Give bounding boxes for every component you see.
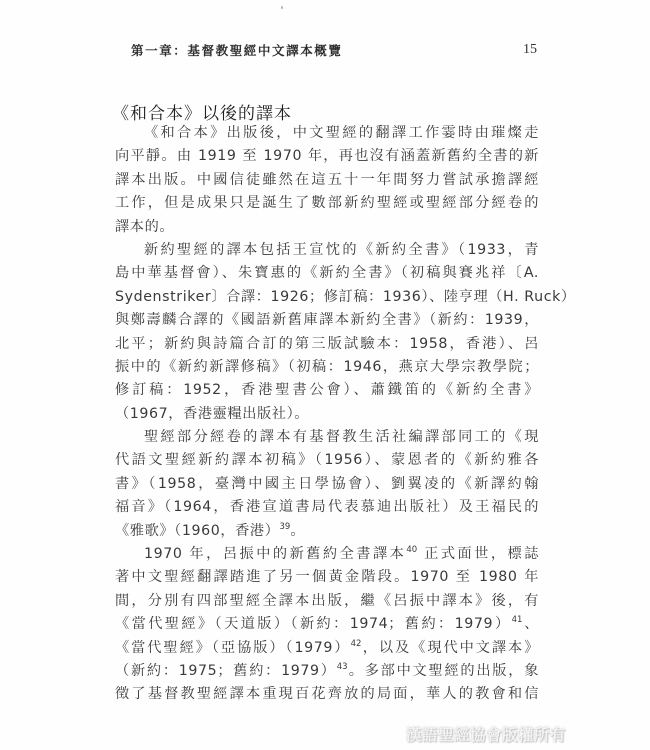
line-text: 間，分別有四部聖經全譯本出版，繼《呂振中譯本》後，有 xyxy=(115,592,539,609)
line-text-continued: 正式面世，標誌 xyxy=(417,546,539,563)
text-line xyxy=(115,309,539,332)
line-text: 島中華基督會）、朱寶惠的《新約全書》（初稿與賽兆祥〔A. xyxy=(115,265,539,282)
line-text: 北平；新約與詩篇合訂的第三版試驗本：1958，香港）、呂 xyxy=(115,335,539,352)
line-text-continued: 。 xyxy=(290,522,306,539)
footnote-marker: 43 xyxy=(336,661,348,672)
text-line xyxy=(115,520,539,543)
line-text: 福音》（1964，香港宣道書局代表慕迪出版社）及王福民的 xyxy=(115,499,539,516)
text-line xyxy=(115,333,539,356)
section-heading: 《和合本》以後的譯本 xyxy=(112,104,292,124)
line-text: 《和合本》出版後，中文聖經的翻譯工作霎時由璀燦走 xyxy=(144,125,539,141)
text-line xyxy=(115,590,539,613)
line-text-continued: 、 xyxy=(522,616,539,633)
line-text: （1967，香港靈糧出版社）。 xyxy=(115,405,310,422)
line-text: 新約聖經的譯本包括王宣忱的《新約全書》（1933，青 xyxy=(144,241,539,258)
text-line xyxy=(115,660,539,683)
text-line xyxy=(115,543,539,566)
text-line xyxy=(115,169,539,192)
line-text: 《當代聖經》（天道版）（新約：1974；舊約：1979） xyxy=(115,616,512,633)
line-text: 振中的《新約新譯修稿》（初稿：1946，燕京大學宗教學院； xyxy=(115,358,539,375)
running-head xyxy=(131,40,537,60)
page-number: 15 xyxy=(523,42,537,57)
scan-speck xyxy=(281,6,283,9)
chapter-title: 第一章：基督教聖經中文譯本概覽 xyxy=(131,43,343,58)
text-line xyxy=(115,122,539,145)
line-text: 向平靜。由 1919 至 1970 年，再也沒有涵蓋新舊約全書的新 xyxy=(115,148,539,165)
line-text: 著中文聖經翻譯踏進了另一個黃金階段。1970 至 1980 年 xyxy=(115,569,539,586)
line-text: 與鄭壽麟合譯的《國語新舊庫譯本新約全書》（新約：1939， xyxy=(115,312,539,329)
text-line xyxy=(115,216,539,239)
footnote-marker: 41 xyxy=(511,615,523,626)
line-text: 徵了基督教聖經譯本重現百花齊放的局面，華人的教會和信 xyxy=(115,686,539,703)
text-line xyxy=(115,379,539,402)
line-text: 代語文聖經新約譯本初稿》（1956）、蒙恩者的《新約雅各 xyxy=(115,452,539,469)
line-text: 《當代聖經》（亞協版）（1979） xyxy=(115,639,351,656)
line-text: 譯本出版。中國信徒雖然在這五十一年間努力嘗試承擔譯經 xyxy=(115,171,539,188)
text-line xyxy=(115,192,539,215)
text-line xyxy=(115,683,539,706)
text-line xyxy=(115,426,539,449)
line-text: 修訂稿：1952，香港聖書公會）、蕭鐵笛的《新約全書》 xyxy=(115,382,539,399)
text-line xyxy=(115,356,539,379)
line-text-continued: 。多部中文聖經的出版，象 xyxy=(347,662,539,679)
footnote-marker: 42 xyxy=(350,638,362,649)
text-line xyxy=(115,613,539,636)
line-text: （新約：1975；舊約：1979） xyxy=(115,662,337,679)
text-line xyxy=(115,496,539,519)
text-line xyxy=(115,145,539,168)
text-line xyxy=(115,403,539,426)
line-text-continued: ，以及《現代中文譯本》 xyxy=(361,639,539,656)
line-text: 1970 年，呂振中的新舊約全書譯本 xyxy=(144,546,407,563)
body-text xyxy=(115,122,576,707)
line-text: Sydenstriker〕合譯：1926；修訂稿：1936）、陸亨理（H. Ruck） xyxy=(115,288,576,305)
text-line xyxy=(115,566,539,589)
line-text: 工作，但是成果只是誕生了數部新約聖經或聖經部分經卷的 xyxy=(115,195,539,212)
line-text: 書》（1958，臺灣中國主日學協會）、劉翼凌的《新譯約翰 xyxy=(115,475,539,492)
footnote-marker: 39 xyxy=(279,521,291,532)
line-text: 聖經部分經卷的譯本有基督教生活社編譯部同工的《現 xyxy=(144,429,539,446)
text-line xyxy=(115,637,539,660)
text-line xyxy=(115,262,539,285)
text-line xyxy=(115,239,539,262)
text-line xyxy=(115,473,539,496)
text-line xyxy=(115,449,539,472)
line-text: 《雅歌》（1960，香港） xyxy=(115,522,280,539)
line-text: 譯本的。 xyxy=(115,218,175,235)
copyright-watermark: 漢語聖經協會版權所有 xyxy=(406,726,567,744)
text-line xyxy=(115,286,576,309)
footnote-marker: 40 xyxy=(406,545,418,556)
